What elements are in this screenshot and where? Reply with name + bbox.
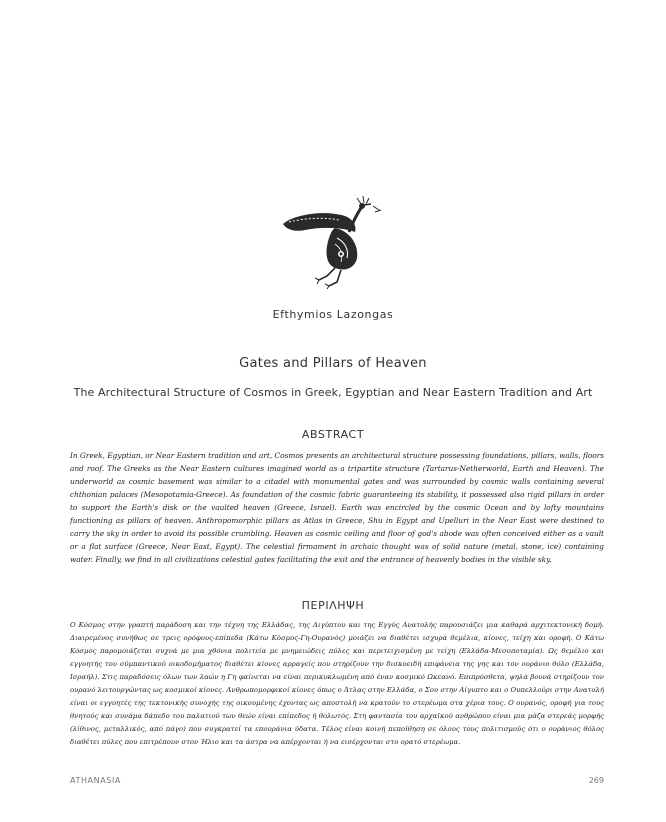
greek-summary-heading: ΠΕΡΙΛΗΨΗ (301, 599, 365, 612)
abstract-text: In Greek, Egyptian, or Near Eastern tradition and art, Cosmos presents an architectural structure possessing foundations, pillars, walls, floors and roof. The Greeks as the Near Eastern cultures imagined world as a tripartite structure (Tartarus-Netherworld, Earth and Heaven). The underworld as cosmic basement was similar to a citadel with monumental gates and was surrounded by cosmic walls containing several chthonian palaces (Mesopotamia-Greece). As foundation of the cosmic fabric guaranteeing its stability, it possessed also rigid pillars in order to support the Earth's disk or the vaulted heaven (Greece, Israel). Earth was encircled by the cosmic Ocean and by lofty mountains functioning as pillars of heaven. Anthropomorphic pillars as Atlas in Greece, Shu in Egypt and Upelluri in the Near East were destined to carry the sky in order to avoid its possible crumbling. Heaven as cosmic ceiling and floor of god's abode was often conceived either as a vault or a flat surface (Greece, Near East, Egypt). The celestial firmament in archaic thought was of solid nature (metal, stone, ice) containing water. Finally, we find in all civilizations celestial gates facilitating the exit and the entrance of heavenly bodies in the visible sky. (70, 451, 604, 564)
paper-title: Gates and Pillars of Heaven (239, 356, 427, 371)
page-number: 269 (588, 776, 604, 785)
abstract-heading: ABSTRACT (301, 428, 365, 441)
bird-emblem-icon (275, 192, 387, 290)
journal-name: ATHANASIA (70, 776, 121, 785)
author-name: Efthymios Lazongas (272, 308, 394, 321)
paper-subtitle: The Architectural Structure of Cosmos in Greek, Egyptian and Near Eastern Tradition and Art (73, 386, 593, 399)
greek-summary-text: Ο Κόσμος στην γραπτή παράδοση και την τέχνη της Ελλάδας, της Αιγύπτου και της Εγγύς Ανατολής παρουσιάζει μια καθαρά αρχιτεκτονική δομή. Διαιρεμένος συνήθως σε τρεις ορόφους-επίπεδα (Κάτω Κόσμος-Γη-Ουρανός) μοιάζει να διαθέτει ισχυρά θεμέλια, κίονες, τείχη και οροφή. Ο Κάτω Κόσμος παρομοιάζεται συχνά με μια χθόνια πολιτεία με μνημειώδεις πύλες και περιτειχισμένη με τείχη (Ελλάδα-Μεσοποταμία). Ως θεμέλιο και εγγυητής του σύμπαντικού οικοδομήματος διαθέτει κίονες αρραγείς που στηρίζουν την δισκοειδή επιφάνεια της γης και τον ουράνιο θόλο (Ελλάδα, Ισραήλ). Στις παραδόσεις όλων των λαών η Γη φαίνεται να είναι περικυκλωμένη από έναν κοσμικό Ωκεανό. Επιπρόσθετα, ψηλά βουνά στηρίζουν τον ουρανό λειτουργώντας ως κοσμικοί κίονες. Ανθρωπομορφικοί κίονες όπως ο Άτλας στην Ελλάδα, ο Σου στην Αίγυπτο και ο Ουπελλούρι στην Ανατολή είναι οι εγγυητές της τεκτονικής συνοχής της οικουμένης έχοντας ως αποστολή να κρατούν το στερέωμα στα χέρια τους. Ο ουρανός, οροφή για τους θνητούς και συνάμα δάπεδο του παλατιού των θεών είναι επίπεδος ή θολωτός. Στη φαντασία του αρχαϊκού ανθρώπου είναι μια μάζα στερεάς μορφής (λίθινος, μεταλλικός, από πάγο) που συγκρατεί τα επουράνια ύδατα. Τέλος είναι κοινή πεποίθηση σε όλους τους πολιτισμούς ότι ο ουράνιος θόλος διαθέτει πύλες που επιτρέπουν στον Ήλιο και τα άστρα να απέρχονται ή να εισέρχονται στο ορατό στερέωμα. (70, 621, 604, 746)
